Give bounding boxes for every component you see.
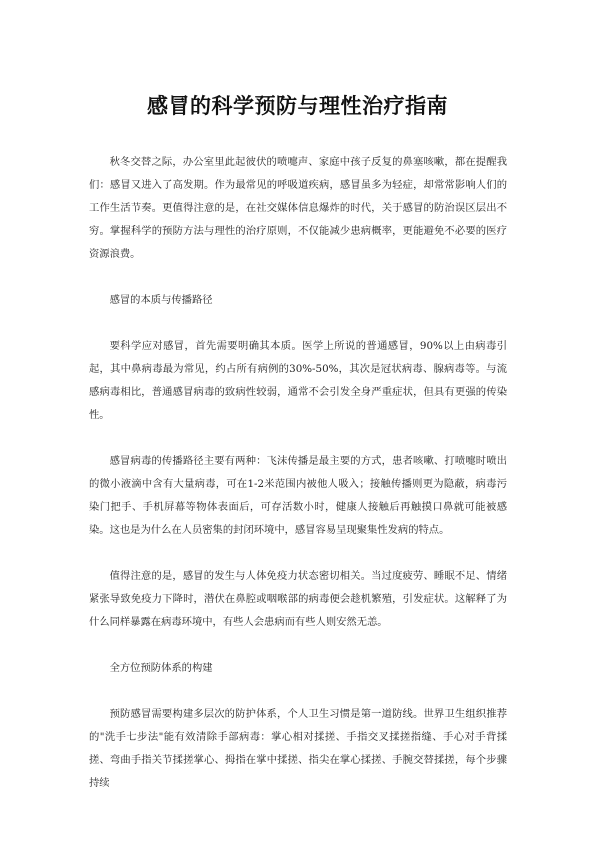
paragraph-spacer — [89, 542, 507, 565]
paragraph-spacer — [89, 680, 507, 703]
document-title: 感冒的科学预防与理性治疗指南 — [147, 94, 448, 118]
section-heading: 全方位预防体系的构建 — [109, 662, 213, 674]
paragraph-spacer — [89, 427, 507, 450]
paragraph: 感冒病毒的传播路径主要有两种：飞沫传播是最主要的方式，患者咳嗽、打喷嚏时喷出的微小液滴中含有大量病毒，可在1-2米范围内被他人吸入；接触传播则更为隐蔽，病毒污染门把手、手机屏幕等物体表面后，可存活数小时，健康人接触后再触摸口鼻就可能被感染。这也是为什么在人员密集的封闭环境中，感冒容易呈现聚集性发病的特点。 — [89, 455, 507, 536]
paragraph: 要科学应对感冒，首先需要明确其本质。医学上所说的普通感冒，90%以上由病毒引起，其中鼻病毒最为常见，约占所有病例的30%-50%，其次是冠状病毒、腺病毒等。与流感病毒相比，普通感冒病毒的致病性较弱，通常不会引发全身严重症状，但具有更强的传染性。 — [89, 340, 507, 421]
paragraph-spacer — [89, 312, 507, 335]
paragraph-spacer — [89, 266, 507, 289]
paragraph: 值得注意的是，感冒的发生与人体免疫力状态密切相关。当过度疲劳、睡眠不足、情绪紧张导致免疫力下降时，潜伏在鼻腔或咽喉部的病毒便会趁机繁殖，引发症状。这解释了为什么同样暴露在病毒环境中，有些人会患病而有些人则安然无恙。 — [89, 570, 507, 628]
paragraph: 秋冬交替之际，办公室里此起彼伏的喷嚏声、家庭中孩子反复的鼻塞咳嗽，都在提醒我们：感冒又进入了高发期。作为最常见的呼吸道疾病，感冒虽多为轻症，却常常影响人们的工作生活节奏。更值得注意的是，在社交媒体信息爆炸的时代，关于感冒的防治误区层出不穷。掌握科学的预防方法与理性的治疗原则，不仅能减少患病概率，更能避免不必要的医疗资源浪费。 — [89, 156, 507, 260]
paragraph: 预防感冒需要构建多层次的防护体系，个人卫生习惯是第一道防线。世界卫生组织推荐的"洗手七步法"能有效清除手部病毒：掌心相对揉搓、手指交叉揉搓指缝、手心对手背揉搓、弯曲手指关节揉搓掌心、拇指在掌中揉搓、指尖在掌心揉搓、手腕交替揉搓，每个步骤持续 — [89, 708, 507, 789]
document-body — [89, 151, 507, 795]
paragraph-spacer — [89, 634, 507, 657]
section-heading: 感冒的本质与传播路径 — [109, 294, 213, 306]
